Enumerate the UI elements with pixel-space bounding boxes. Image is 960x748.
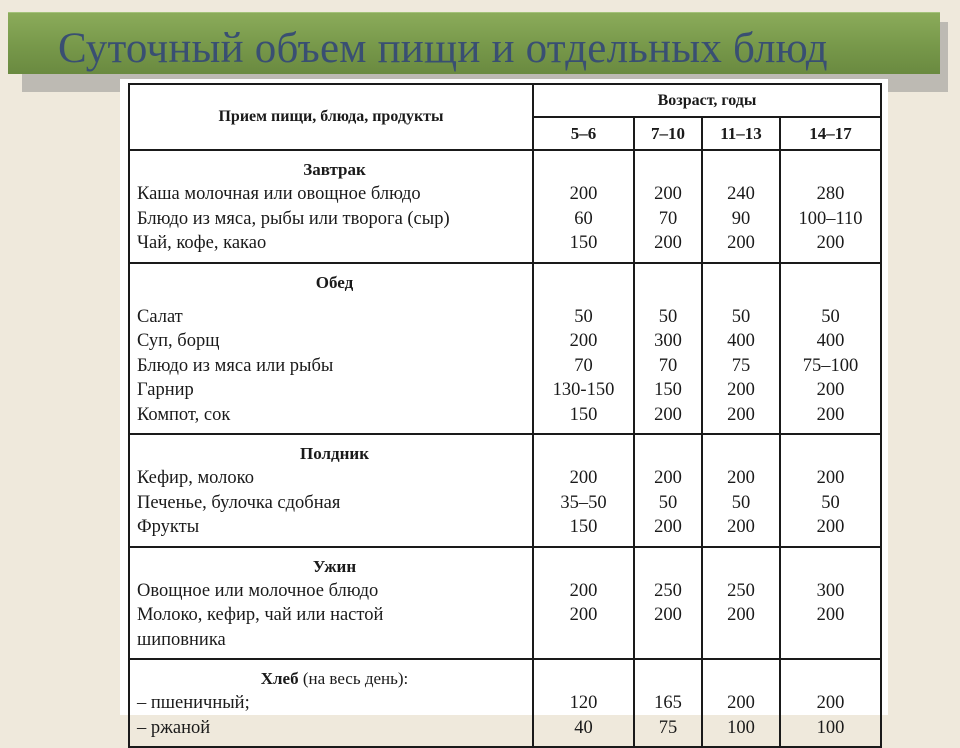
value-cell: 200 bbox=[654, 233, 682, 253]
value-cell: 50 bbox=[658, 306, 678, 327]
section-title: Ужин bbox=[312, 556, 357, 576]
value-cell: 40 bbox=[574, 717, 593, 738]
values-age-14-17 bbox=[780, 263, 881, 435]
value-cell: 200 bbox=[816, 605, 845, 625]
food-item: Чай, кофе, какао bbox=[137, 233, 267, 253]
value-cell: 50 bbox=[731, 492, 751, 513]
value-cell: 400 bbox=[727, 331, 755, 351]
values-age-14-17 bbox=[780, 434, 881, 547]
value-cell: 300 bbox=[654, 331, 682, 351]
value-cell: 150 bbox=[654, 380, 682, 400]
value-cell: 200 bbox=[816, 404, 845, 425]
age-group-header: 14–17 bbox=[780, 117, 881, 150]
value-cell: 200 bbox=[727, 517, 755, 537]
column-header-meals: Прием пищи, блюда, продукты bbox=[129, 84, 533, 150]
values-age-11-13 bbox=[702, 150, 780, 263]
value-cell: 100 bbox=[727, 717, 755, 738]
section-title: Полдник bbox=[299, 444, 370, 463]
value-cell: 400 bbox=[816, 331, 845, 351]
value-cell: 50 bbox=[658, 492, 678, 513]
value-cell: 200 bbox=[727, 404, 755, 425]
values-age-7-10 bbox=[634, 659, 702, 747]
value-cell: 50 bbox=[821, 492, 840, 513]
value-cell: 250 bbox=[654, 580, 682, 601]
food-item: Кефир, молоко bbox=[137, 468, 254, 488]
section-items bbox=[129, 547, 533, 660]
value-cell: 200 bbox=[727, 468, 755, 488]
value-cell: 300 bbox=[816, 580, 845, 601]
value-cell: 75–100 bbox=[802, 355, 859, 376]
values-age-5-6 bbox=[533, 547, 634, 660]
values-age-5-6 bbox=[533, 263, 634, 435]
value-cell: 75 bbox=[731, 355, 751, 376]
section-items bbox=[129, 659, 533, 747]
food-item: Гарнир bbox=[137, 380, 194, 400]
values-age-14-17 bbox=[780, 150, 881, 263]
value-cell: 200 bbox=[727, 380, 755, 400]
values-age-7-10 bbox=[634, 547, 702, 660]
values-age-7-10 bbox=[634, 434, 702, 547]
value-cell: 75 bbox=[658, 717, 678, 738]
section-title: Хлеб (на весь день): bbox=[260, 669, 409, 688]
values-age-11-13 bbox=[702, 659, 780, 747]
value-cell: 200 bbox=[816, 468, 845, 488]
value-cell: 120 bbox=[569, 693, 598, 713]
value-cell: 200 bbox=[727, 605, 755, 625]
section-dinner bbox=[129, 547, 881, 660]
values-age-11-13 bbox=[702, 434, 780, 547]
value-cell: 100 bbox=[816, 717, 845, 738]
section-breakfast bbox=[129, 150, 881, 263]
age-group-header: 11–13 bbox=[702, 117, 780, 150]
value-cell: 200 bbox=[654, 517, 682, 537]
value-cell: 70 bbox=[658, 355, 678, 376]
value-cell: 150 bbox=[569, 233, 598, 253]
food-item: – пшеничный; bbox=[137, 693, 250, 713]
food-item: Печенье, булочка сдобная bbox=[137, 492, 341, 513]
value-cell: 90 bbox=[731, 208, 751, 229]
column-header-age: Возраст, годы bbox=[533, 84, 881, 117]
section-items bbox=[129, 263, 533, 435]
value-cell: 70 bbox=[574, 355, 593, 376]
value-cell: 200 bbox=[569, 605, 598, 625]
value-cell: 200 bbox=[654, 605, 682, 625]
value-cell: 200 bbox=[569, 580, 598, 601]
value-cell: 200 bbox=[727, 693, 755, 713]
food-item: Овощное или молочное блюдо bbox=[137, 580, 379, 601]
values-age-5-6 bbox=[533, 434, 634, 547]
values-age-7-10 bbox=[634, 150, 702, 263]
title-banner bbox=[8, 12, 940, 74]
values-age-14-17 bbox=[780, 659, 881, 747]
value-cell: 100–110 bbox=[798, 208, 863, 229]
food-item: Компот, сок bbox=[137, 404, 231, 425]
values-age-14-17 bbox=[780, 547, 881, 660]
value-cell: 200 bbox=[816, 233, 845, 253]
values-age-5-6 bbox=[533, 150, 634, 263]
age-group-header: 5–6 bbox=[533, 117, 634, 150]
values-age-11-13 bbox=[702, 263, 780, 435]
document-page bbox=[120, 79, 888, 738]
food-item: – ржаной bbox=[137, 717, 211, 738]
values-age-7-10 bbox=[634, 263, 702, 435]
value-cell: 200 bbox=[569, 184, 598, 204]
food-item: Молоко, кефир, чай или настой bbox=[137, 605, 384, 625]
value-cell: 200 bbox=[569, 468, 598, 488]
section-lunch bbox=[129, 263, 881, 435]
value-cell: 200 bbox=[654, 468, 682, 488]
food-item: Каша молочная или овощное блюдо bbox=[137, 184, 421, 204]
section-title: Обед bbox=[315, 272, 354, 292]
value-cell: 200 bbox=[654, 404, 682, 425]
food-volume-table bbox=[128, 83, 882, 748]
food-item: Суп, борщ bbox=[137, 331, 220, 351]
value-cell: 200 bbox=[816, 380, 845, 400]
value-cell: 50 bbox=[574, 306, 593, 327]
value-cell: 35–50 bbox=[560, 492, 607, 513]
value-cell: 130-150 bbox=[552, 380, 615, 400]
section-afternoon-snack bbox=[129, 434, 881, 547]
food-item: Блюдо из мяса, рыбы или творога (сыр) bbox=[137, 208, 450, 229]
age-group-header: 7–10 bbox=[634, 117, 702, 150]
section-items bbox=[129, 150, 533, 263]
food-item-continued: шиповника bbox=[137, 629, 226, 650]
value-cell: 280 bbox=[816, 184, 845, 204]
value-cell: 70 bbox=[658, 208, 678, 229]
food-item: Фрукты bbox=[137, 517, 200, 537]
value-cell: 200 bbox=[816, 693, 845, 713]
slide-title: Суточный объем пищи и отдельных блюд bbox=[58, 25, 828, 72]
value-cell: 50 bbox=[821, 306, 840, 327]
value-cell: 150 bbox=[569, 517, 598, 537]
value-cell: 150 bbox=[569, 404, 598, 425]
value-cell: 250 bbox=[727, 580, 755, 601]
value-cell: 165 bbox=[654, 693, 682, 713]
values-age-11-13 bbox=[702, 547, 780, 660]
value-cell: 200 bbox=[569, 331, 598, 351]
food-item: Салат bbox=[137, 306, 183, 327]
section-bread bbox=[129, 659, 881, 747]
value-cell: 200 bbox=[654, 184, 682, 204]
value-cell: 240 bbox=[727, 184, 755, 204]
values-age-5-6 bbox=[533, 659, 634, 747]
value-cell: 60 bbox=[574, 208, 593, 229]
food-item: Блюдо из мяса или рыбы bbox=[137, 355, 334, 376]
section-items bbox=[129, 434, 533, 547]
value-cell: 50 bbox=[731, 306, 751, 327]
value-cell: 200 bbox=[816, 517, 845, 537]
value-cell: 200 bbox=[727, 233, 755, 253]
section-title: Завтрак bbox=[303, 160, 366, 179]
